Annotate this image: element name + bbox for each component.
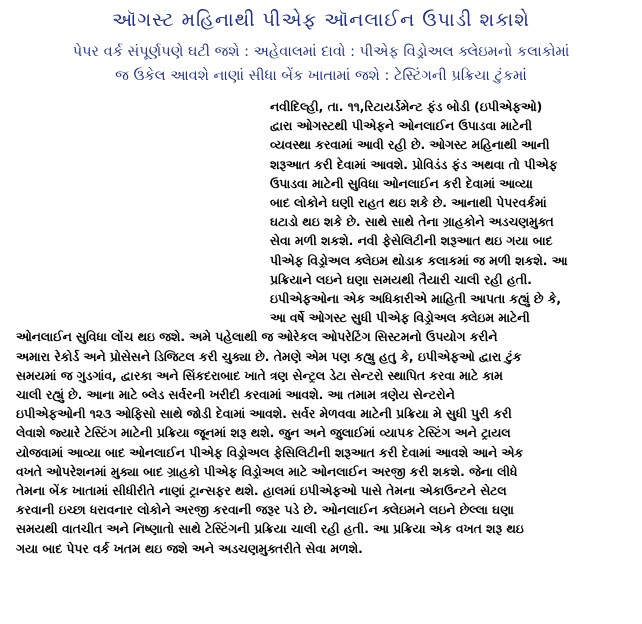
body-line: શરૂઆત કરી દેવામાં આવશે. પ્રોવિડંડ ફંડ અથવા તો પીએફ [270, 157, 558, 172]
subheadline-line: જ ઉકેલ આવશે નાણાં સીધા બેંક ખાતામાં જશે : ટેસ્ટિંગની પ્રક્રિયા ટુંકમાં [115, 68, 527, 84]
body-line: આ વર્ષે ઓગસ્ટ સુધી પીએફ વિડ્રોઅલ ક્લેઇમ માટેની [270, 311, 530, 326]
body-line: યોજવામાં આવ્યા બાદ ઓનલાઈન પીએફ વિડ્રોઅલ ફેસિલિટીની શરૂઆત કરી દેવામાં આવશે આને એક [16, 445, 524, 460]
article-body-full-width [16, 328, 630, 558]
body-line: ગયા બાદ પેપર વર્ક ખતમ થઇ જશે અને અડચણમુક્તરીતે સેવા મળશે. [16, 541, 363, 556]
body-line: નવીદિલ્હી, તા. ૧૧,રિટાયર્ડમેન્ટ ફંડ બોડી (ઇપીએફઓ) [270, 100, 543, 114]
body-line: બાદ લોકોને ઘણી રાહત થઇ શકે છે. આનાથી પેપરવર્કમાં [270, 196, 547, 211]
article-body-column [270, 98, 630, 328]
body-line: સમયથી વાતચીત અને નિષ્ણાતો સાથે ટેસ્ટિંગની પ્રક્રિયા ચાલી રહી હતી. આ પ્રક્રિયા એક વખત શરૂ થઇ [16, 522, 524, 537]
body-line: પ્રક્રિયાને લઇને ઘણા સમયથી તૈયારી ચાલી રહી હતી. [270, 272, 532, 287]
body-line: લેવાશે જ્યારે ટેસ્ટિંગ માટેની પ્રક્રિયા જૂનમાં શરૂ થશે. જુન અને જુલાઈમાં વ્યાપક ટેસ્ટિંગ અને ટ્રાયલ [16, 426, 511, 441]
body-line: વ્યવસ્થા કરવામાં આવી રહી છે. ઓગસ્ટ મહિનાથી આની [270, 138, 550, 153]
body-line: વખતે ઓપરેશનમાં મુક્યા બાદ ગ્રાહકો પીએફ વિડ્રોઅલ માટે ઓનલાઈન અરજી કરી શકશે. જેના લીધે [16, 464, 518, 479]
body-line: પીએફ વિડ્રોઅલ ક્લેઇમ થોડાક કલાકમાં જ મળી શકશે. આ [270, 253, 568, 268]
subheadline-line: પેપર વર્ક સંપૂર્ણપણે ઘટી જશે : અહેવાલમાં દાવો : પીએફ વિડ્રોઅલ ક્લેઇમનો કલાકોમાં [72, 44, 570, 60]
body-line: અમારા રેકોર્ડ અને પ્રોસેસને ડિજિટલ કરી ચુક્યા છે. તેમણે એમ પણ કહ્યુ હતુ કે, ઇપીએફઓ દ્વારા ટુંક [16, 349, 522, 364]
body-line: તેમના બેંક ખાતામાં સીધીરીતે નાણાં ટ્રાન્સફર થશે. હાલમાં ઇપીએફઓ પાસે તેમના એકાઉન્ટને સેટલ [16, 484, 507, 499]
body-line: કરવાની ઇચ્છા ધરાવનાર લોકોને અરજી કરવાની જરૂર પડે છે. ઓનલાઈન ક્લેઇમને લઇને છેલ્લા ઘણા [16, 503, 514, 518]
body-line: ઇપીએફઓની ૧૨૩ ઓફિસો સાથે જોડી દેવામાં આવશે. સર્વર મેળવવા માટેની પ્રક્રિયા મે સુધી પુરી કરી [16, 407, 512, 422]
body-line: ઘટાડો થઇ શકે છે. સાથે સાથે તેના ગ્રાહકોને અડચણમુક્ત [270, 215, 554, 230]
body-line: ઉપાડવા માટેની સુવિધા ઓનલાઈન કરી દેવામાં આવ્યા [270, 176, 533, 191]
body-line: સમયમાં જ ગુડગાંવ, દ્વારકા અને સિંકદરાબાદ ખાતે ત્રણ સેન્ટ્રલ ડેટા સેન્ટરો સ્થાપિત કરવા માટે કામ [16, 368, 503, 383]
body-line: ઇપીએફઓના એક અધિકારીએ માહિતી આપતા કહ્યું છે કે, [270, 292, 562, 307]
article-headline: ઑગસ્ટ મહિનાથી પીએફ ઑનલાઈન ઉપાડી શકાશે [112, 9, 530, 31]
body-line: ચાલી રહ્યું છે. આના માટે બ્લેડ સર્વરની ખરીદી કરવામાં આવશે. આ તમામ ત્રણેય સેન્ટરોને [16, 388, 455, 403]
body-line: ઓનલાઈન સુવિધા લોંચ થઇ જશે. અમે પહેલાથી જ ઓરેકલ ઓપરેટિંગ સિસ્ટમનો ઉપયોગ કરીને [16, 330, 498, 345]
article-body [16, 98, 630, 559]
body-line: સેવા મળી શકશે. નવી ફેસેલિટીની શરૂઆત થઇ ગયા બાદ [270, 234, 553, 249]
body-line: દ્વારા ઓગસ્ટથી પીએફને ઓનલાઈન ઉપાડવા માટેની [270, 119, 533, 134]
article-subheadline [8, 40, 634, 88]
